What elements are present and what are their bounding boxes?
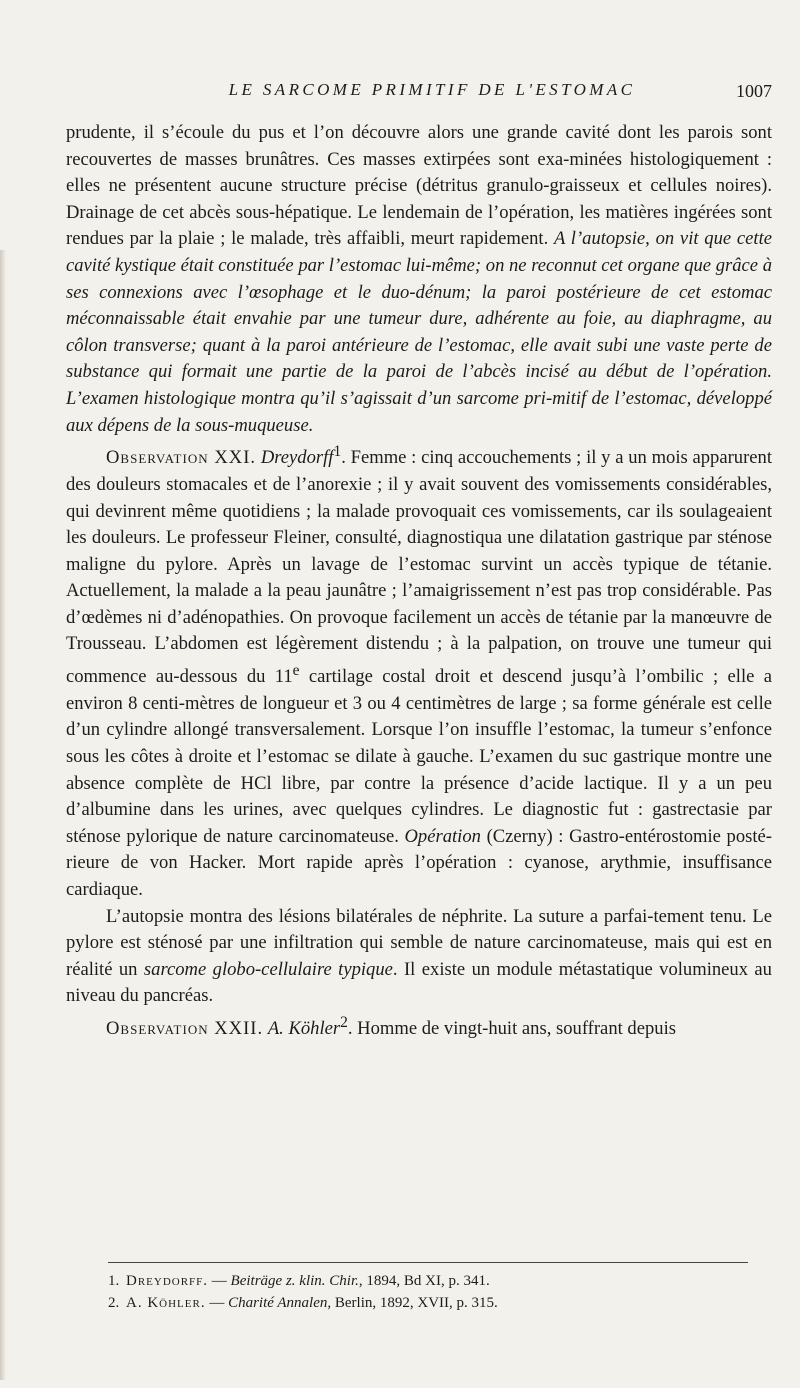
running-title: LE SARCOME PRIMITIF DE L'ESTOMAC: [228, 80, 636, 99]
footnote-ref: 2: [340, 1013, 348, 1031]
autopsy-italic: A l’autopsie, on vit que cette cavité kystique était constituée par l’estomac lui-même; on ne reconnut cet organe que grâce à ses connexions avec l’œsophage et le duo-dénum; la paroi postérieure de cet estomac méconnaissable était envahie par une tumeur dure, adhérente au foie, au diaphragme, au côlon transverse; quant à la paroi antérieure de l’estomac, elle avait subi une vaste perte de substance qui formait une partie de la paroi de l’abcès incisé au début de l’opération. L’examen histologique montra qu’il s’agissait d’un sarcome pri-mitif de l’estomac, développé aux dépens de la sous-muqueuse.: [66, 228, 772, 436]
footnote-author: A. Köhler.: [126, 1295, 206, 1311]
footnote-author: Dreydorff.: [126, 1273, 209, 1289]
page-number: 1007: [736, 81, 772, 101]
superscript: e: [292, 662, 300, 680]
footnote-journal: Charité Annalen: [228, 1295, 328, 1311]
body-text: [66, 120, 772, 1043]
footnote-divider: [108, 1262, 748, 1263]
binding-shadow: [0, 250, 6, 1380]
paragraph-case-continuation: prudente, il s’écoule du pus et l’on découvre alors une grande cavité dont les parois sont recouvertes de masses brunâtres. Ces masses extirpées sont exa-minées histologiquement : elles ne présentent aucune structure précise (détritus granulo-graisseux et cellules noires). Drainage de cet abcès sous-hépatique. Le lendemain de l’opération, les matières ingérées sont rendues par la plaie ; le malade, très affaibli, meurt rapidement. A l’autopsie, on vit que cette cavité kystique était constituée par l’estomac lui-même; on ne reconnut cet organe que grâce à ses connexions avec l’œsophage et le duo-dénum; la paroi postérieure de cet estomac méconnaissable était envahie par une tumeur dure, adhérente au foie, au diaphragme, au côlon transverse; quant à la paroi antérieure de l’estomac, elle avait subi une vaste perte de substance qui formait une partie de la paroi de l’abcès incisé au début de l’opération. L’examen histologique montra qu’il s’agissait d’un sarcome pri-mitif de l’estomac, développé aux dépens de la sous-muqueuse.: [66, 122, 772, 436]
observation-label: Observation XXII.: [106, 1018, 264, 1040]
observation-21: Observation XXI. Dreydorff$^1$. Femme : cinq accouchements ; il y a un mois apparurent des douleurs stomacales et de l’anorexie ; il y avait souvent des vomissements considérables, qui devinrent même quotidiens ; la malade provoquait ces vomissements, car ils soulageaient les douleurs. Le professeur Fleiner, consulté, diagnostiqua une dilatation gastrique par sténose maligne du pylore. Après un lavage de l’estomac survint un accès typique de tétanie. Actuellement, la malade a la peau jaunâtre ; l’amaigrissement n’est pas trop considérable. Pas d’œdèmes ni d’adénopathies. On provoque facilement un accès de tétanie par la manœuvre de Trousseau. L’abdomen est légèrement distendu ; à la palpation, on trouve une tumeur qui commence au-dessous du 11e cartilage costal droit et descend jusqu’à l’ombilic ; elle a environ 8 centi-mètres de longueur et 3 ou 4 centimètres de large ; sa forme générale est celle d’un cylindre allongé transversalement. Lorsque l’on insuffle l’estomac, la tumeur s’enfonce sous les côtes à droite et l’estomac se dilate à gauche. L’examen du suc gastrique montre une absence complète de HCl libre, par contre la présence d’acide lactique. Il y a un peu d’albumine dans les urines, avec quelques cylindres. Le diagnostic fut : gastrectasie par sténose pylorique de nature carcinomateuse. Opération (Czerny) : Gastro-entérostomie posté-rieure de von Hacker. Mort rapide après l’opération : cyanose, arythmie, insuffisance cardiaque.: [66, 443, 772, 900]
paragraph-autopsy: L’autopsie montra des lésions bilatérales de néphrite. La suture a parfai-tement tenu. Le pylore est sténosé par une infiltration qui semble de nature carcinomateuse, mais qui est en réalité un sarcome globo-cellulaire typique. Il existe un module métastatique volumineux au niveau du pancréas.: [66, 905, 772, 1007]
footnote-item: 1. Dreydorff. — Beiträge z. klin. Chir., 1894, Bd XI, p. 341.: [108, 1273, 490, 1289]
observation-author: A. Köhler: [267, 1018, 341, 1040]
running-head: [92, 80, 772, 108]
footnote-ref: 1: [333, 443, 342, 461]
footnotes: [108, 1270, 772, 1314]
footnote-journal: Beiträge z. klin. Chir.: [230, 1273, 359, 1289]
footnote-item: 2. A. Köhler. — Charité Annalen, Berlin, 1892, XVII, p. 315.: [108, 1295, 498, 1311]
operation-italic: Opération: [404, 825, 481, 847]
observation-22: Observation XXII. A. Köhler$^2$. Homme de vingt-huit ans, souffrant depuis: [106, 1013, 676, 1040]
diagnosis-italic: sarcome globo-cellulaire typique: [143, 958, 393, 980]
observation-label: Observation XXI.: [106, 447, 257, 469]
observation-author: Dreydorff: [260, 447, 334, 469]
